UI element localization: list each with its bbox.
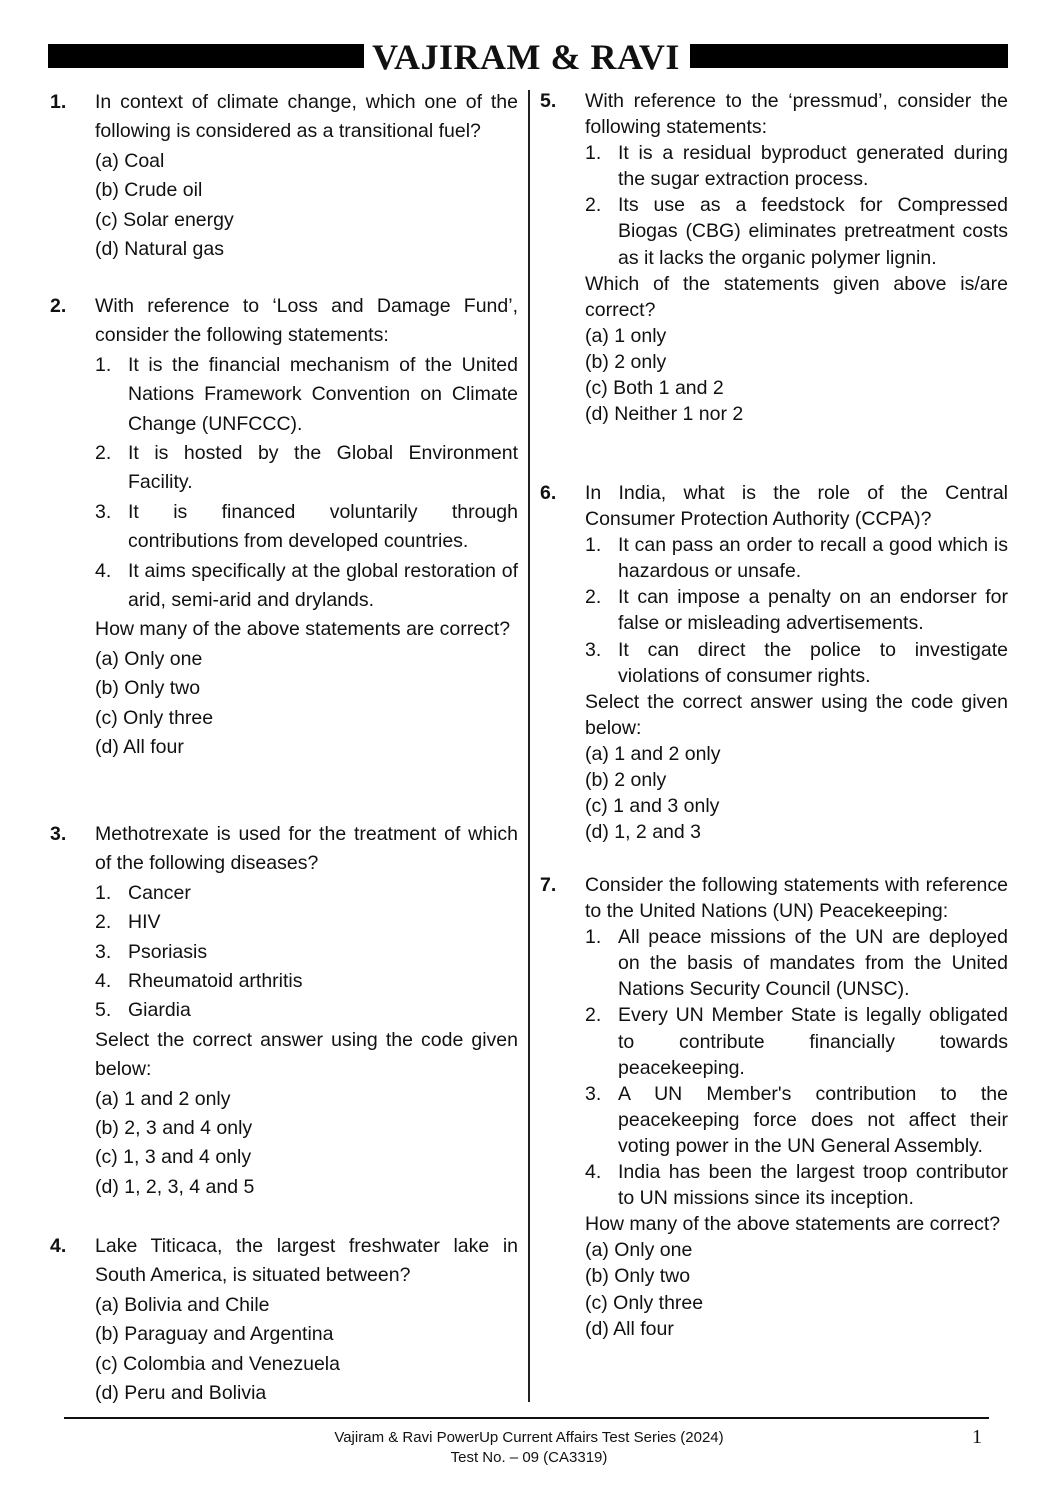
question-body [95,1232,518,1408]
answer-option: (c) Solar energy [95,208,234,231]
answer-option: (a) Coal [95,149,165,172]
statement [95,908,518,937]
statement-text: It can impose a penalty on an endorser for false or misleading advertisements. [618,586,1008,635]
answer-option: (d) 1, 2 and 3 [585,821,701,844]
statement-number: 1. [95,881,112,904]
statement-number: 2. [95,442,112,465]
statement-number: 1. [95,353,112,376]
statement-text: Its use as a feedstock for Compressed Biogas (CBG) eliminates pretreatment costs as it lacks the organic polymer lignin. [618,194,1008,269]
question-text: In India, what is the role of the Central Consumer Protection Authority (CCPA)? [585,482,1008,531]
question-2 [50,292,518,763]
answer-option: (c) 1 and 3 only [585,795,720,818]
question-body [585,872,1008,1342]
statement-number: 3. [95,500,112,523]
footer-rule [64,1417,989,1419]
statement [585,1081,1008,1159]
header-bar-right [690,44,1008,68]
answer-option: (c) Colombia and Venezuela [95,1352,340,1375]
question-6 [540,480,1008,845]
answer-option: (a) 1 only [585,324,667,347]
question-body [585,88,1008,427]
statement-number: 2. [585,586,602,609]
question-number: 4. [50,1235,67,1257]
statement-number: 3. [95,940,112,963]
question-prompt: Select the correct answer using the code given below: [585,690,1008,739]
answer-option: (a) Only one [585,1239,693,1262]
statement-number: 2. [585,1004,602,1027]
statement [95,879,518,908]
question-row [50,1232,518,1408]
answer-option: (d) All four [95,736,184,759]
answer-option: (b) Only two [585,1265,691,1288]
footer-test-no: Test No. – 09 (CA3319) [450,1449,608,1466]
question-1 [50,88,518,264]
question-prompt: Which of the statements given above is/are correct? [585,272,1008,321]
answer-option: (c) Only three [585,1291,704,1314]
question-row [50,820,518,1202]
statement [585,924,1008,1002]
statement-number: 4. [585,1161,602,1184]
statement-number: 1. [585,534,602,557]
answer-option: (a) Only one [95,647,203,670]
question-5 [540,88,1008,427]
statement-text: A UN Member's contribution to the peacekeeping force does not affect their voting power in the UN General Assembly. [618,1082,1008,1157]
question-7 [540,872,1008,1342]
statement-text: It is a residual byproduct generated during the sugar extraction process. [618,142,1008,191]
page-number: 1 [972,1426,982,1448]
statement-number: 2. [95,911,112,934]
statement-number: 3. [585,1082,602,1105]
answer-option: (b) Paraguay and Argentina [95,1323,334,1346]
answer-option: (d) All four [585,1317,674,1340]
question-text: In context of climate change, which one of the following is considered as a transitional fuel? [95,91,518,143]
question-prompt: How many of the above statements are correct? [95,618,511,641]
statement [95,498,518,557]
answer-option: (a) 1 and 2 only [95,1087,231,1110]
statement-text: Giardia [128,999,191,1022]
footer [0,1428,1058,1468]
answer-option: (b) Only two [95,677,201,700]
question-row [540,480,1008,845]
statement-number: 2. [585,194,602,217]
answer-option: (d) Neither 1 nor 2 [585,403,744,426]
statement-text: Every UN Member State is legally obligated to contribute financially towards peacekeeping. [618,1004,1008,1079]
answer-option: (b) Crude oil [95,179,203,202]
question-row [50,88,518,264]
answer-option: (b) 2, 3 and 4 only [95,1117,253,1140]
statement-text: HIV [128,911,161,934]
question-row [540,88,1008,427]
statement [95,967,518,996]
statement [95,996,518,1025]
question-text: Consider the following statements with reference to the United Nations (UN) Peacekeeping: [585,874,1008,923]
statement-text: It is hosted by the Global Environment Facility. [128,442,518,494]
statement-number: 1. [585,142,602,165]
question-text: With reference to ‘Loss and Damage Fund’, consider the following statements: [95,295,518,347]
question-4 [50,1232,518,1408]
statement-text: India has been the largest troop contributor to UN missions since its inception. [618,1161,1008,1210]
answer-option: (c) Both 1 and 2 [585,377,724,400]
question-row [50,292,518,763]
statement-number: 4. [95,970,112,993]
statement-text: It is the financial mechanism of the United Nations Framework Convention on Climate Change (UNFCCC). [128,353,518,435]
statement-text: It can pass an order to recall a good which is hazardous or unsafe. [618,534,1008,583]
statement [585,637,1008,689]
answer-option: (d) Peru and Bolivia [95,1382,267,1405]
question-3 [50,820,518,1202]
question-row [540,872,1008,1342]
statement [95,938,518,967]
statement [585,1002,1008,1080]
statement [585,532,1008,584]
answer-option: (b) 2 only [585,350,667,373]
question-body [95,88,518,264]
statement [585,1159,1008,1211]
answer-option: (a) Bolivia and Chile [95,1293,270,1316]
statement [95,439,518,498]
question-number: 5. [540,90,557,112]
question-body [585,480,1008,845]
question-number: 7. [540,874,557,896]
footer-series: Vajiram & Ravi PowerUp Current Affairs Test Series (2024) [334,1429,724,1446]
statement [585,140,1008,192]
statement-text: It is financed voluntarily through contributions from developed countries. [128,500,518,553]
question-body [95,820,518,1202]
question-number: 6. [540,482,557,504]
statement-text: It can direct the police to investigate violations of consumer rights. [618,638,1008,687]
answer-option: (d) 1, 2, 3, 4 and 5 [95,1175,255,1198]
statement [585,192,1008,270]
answer-option: (b) 2 only [585,769,667,792]
statement-number: 3. [585,638,602,661]
question-text: Methotrexate is used for the treatment of which of the following diseases? [95,823,518,875]
statement-number: 1. [585,926,602,949]
answer-option: (c) Only three [95,706,214,729]
question-text: With reference to the ‘pressmud’, consider the following statements: [585,90,1008,139]
statement [95,557,518,616]
answer-option: (a) 1 and 2 only [585,742,721,765]
statement-text: It aims specifically at the global restoration of arid, semi-arid and drylands. [128,559,518,612]
answer-option: (d) Natural gas [95,238,224,261]
answer-option: (c) 1, 3 and 4 only [95,1146,252,1169]
statement [95,351,518,439]
question-number: 3. [50,823,67,845]
question-text: Lake Titicaca, the largest freshwater lake in South America, is situated between? [95,1235,518,1287]
question-prompt: How many of the above statements are correct? [585,1213,1001,1236]
question-prompt: Select the correct answer using the code given below: [95,1028,518,1081]
column-divider [528,90,530,1402]
header-bar-left [48,44,364,68]
header-title: VAJIRAM & RAVI [372,37,680,77]
statement-text: All peace missions of the UN are deployed on the basis of mandates from the United Nations Security Council (UNSC). [618,926,1008,1001]
question-body [95,292,518,763]
statement-number: 4. [95,559,112,582]
statement-text: Rheumatoid arthritis [128,970,303,993]
statement-number: 5. [95,999,112,1022]
statement-text: Psoriasis [128,940,208,963]
statement [585,584,1008,636]
question-number: 2. [50,295,67,317]
statement-text: Cancer [128,881,191,904]
question-number: 1. [50,91,67,113]
